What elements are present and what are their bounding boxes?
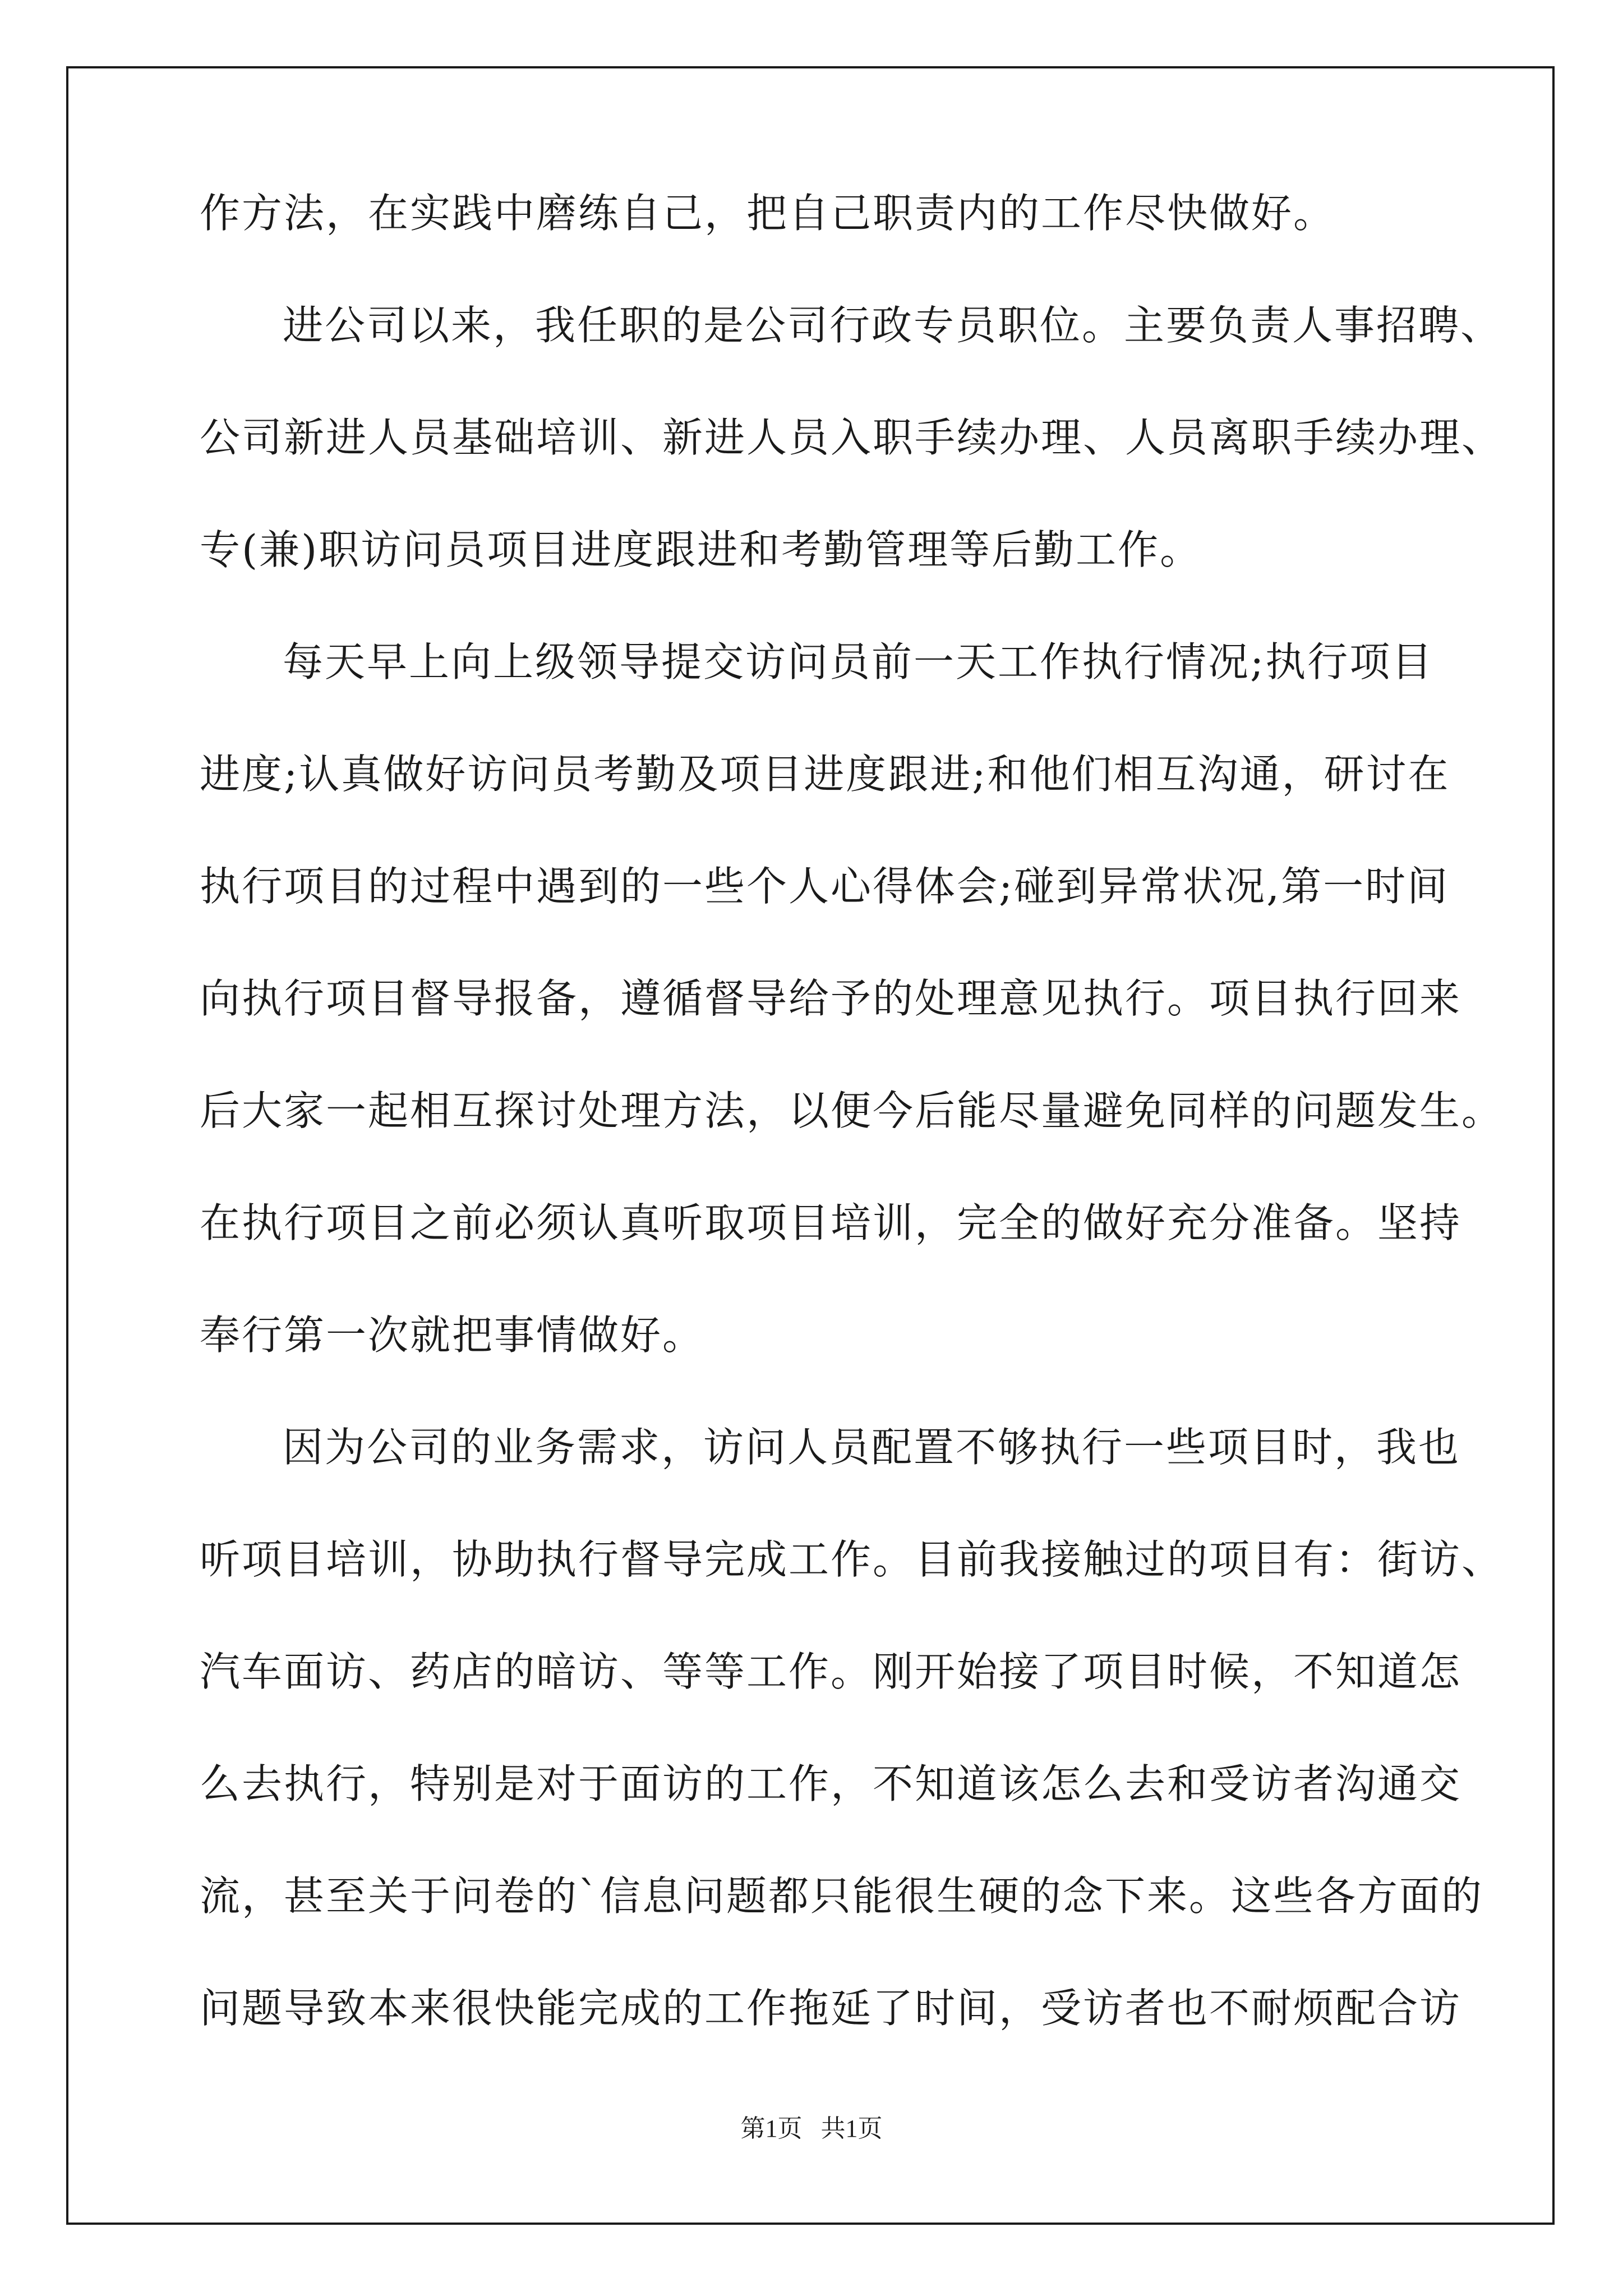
text-line-10: 在执行项目之前必须认真听取项目培训，完全的做好充分准备。坚持 — [200, 1199, 1462, 1246]
text-line-13: 听项目培训，协助执行督导完成工作。目前我接触过的项目有：街访、 — [200, 1536, 1504, 1583]
text-line-4: 专(兼)职访问员项目进度跟进和考勤管理等后勤工作。 — [200, 526, 1202, 573]
text-line-17: 问题导致本来很快能完成的工作拖延了时间，受访者也不耐烦配合访 — [200, 1985, 1462, 2032]
text-line-15: 么去执行，特别是对于面访的工作，不知道该怎么去和受访者沟通交 — [200, 1760, 1462, 1807]
text-line-8: 向执行项目督导报备，遵循督导给予的处理意见执行。项目执行回来 — [200, 975, 1462, 1022]
text-line-11: 奉行第一次就把事情做好。 — [200, 1312, 705, 1359]
text-line-12: 因为公司的业务需求，访问人员配置不够执行一些项目时，我也 — [283, 1424, 1461, 1471]
text-line-6: 进度;认真做好访问员考勤及项目进度跟进;和他们相互沟通，研讨在 — [200, 751, 1450, 798]
text-line-1: 作方法，在实践中磨练自己，把自己职责内的工作尽快做好。 — [200, 190, 1336, 237]
text-line-2: 进公司以来，我任职的是公司行政专员职位。主要负责人事招聘、 — [283, 302, 1503, 349]
text-line-3: 公司新进人员基础培训、新进人员入职手续办理、人员离职手续办理、 — [200, 414, 1504, 461]
text-line-5: 每天早上向上级领导提交访问员前一天工作执行情况;执行项目 — [283, 638, 1434, 685]
page-number-footer: 第1页 共1页 — [740, 2115, 883, 2142]
text-line-7: 执行项目的过程中遇到的一些个人心得体会;碰到异常状况,第一时间 — [200, 863, 1450, 910]
text-line-14: 汽车面访、药店的暗访、等等工作。刚开始接了项目时候，不知道怎 — [200, 1648, 1462, 1695]
text-line-16: 流，甚至关于问卷的`信息问题都只能很生硬的念下来。这些各方面的 — [200, 1872, 1484, 1920]
text-line-9: 后大家一起相互探讨处理方法，以便今后能尽量避免同样的问题发生。 — [200, 1087, 1504, 1134]
